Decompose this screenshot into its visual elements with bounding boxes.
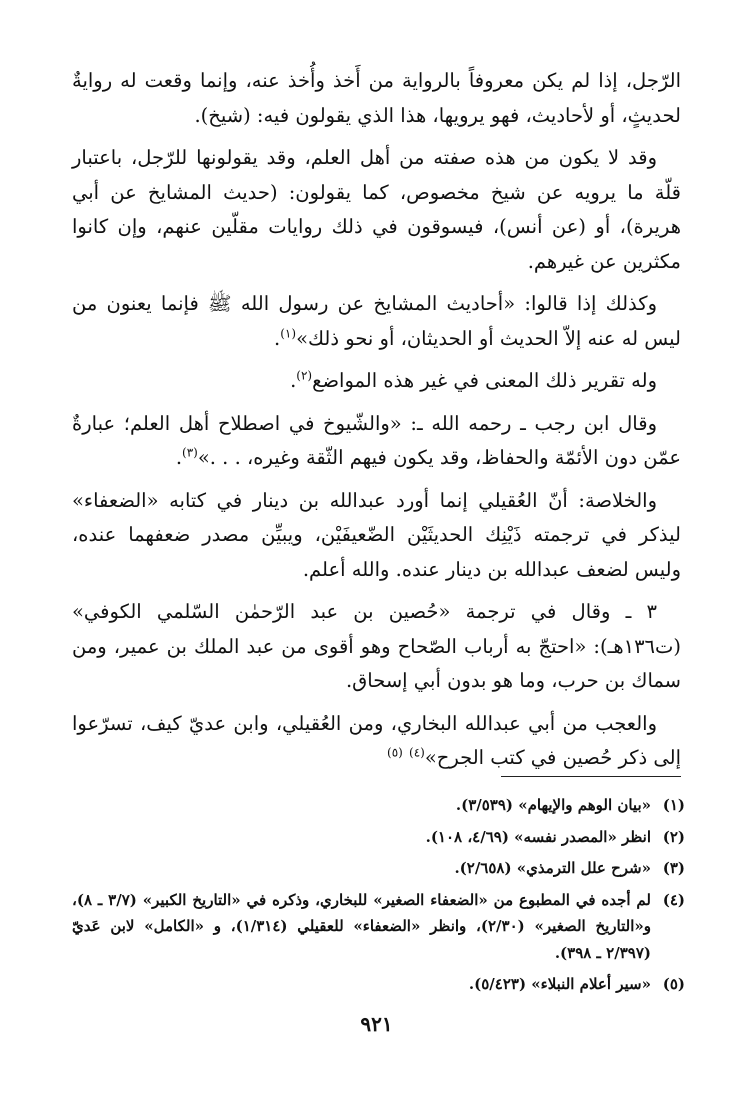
footnote-text: انظر «المصدر نفسه» (٤/٦٩، ١٠٨). — [425, 827, 651, 846]
footnote-number: (٥) — [662, 975, 685, 993]
footnote-number: (٤) — [662, 890, 685, 909]
footnote-ref-1[interactable]: (١) — [280, 326, 297, 340]
paragraph-6: والخلاصة: أنّ العُقيلي إنما أورد عبدالله بن دينار في كتابه «الضعفاء» ليذكر في ترجمته ذَيْنِك الحديثَيْن الضّعيفَيْن، ويبيِّن مصدر ضعفهما عنده، وليس لضعف عبدالله بن دينار عنده. والله أعلم. — [72, 488, 681, 581]
footnote-4 — [72, 887, 685, 967]
paragraph-1: الرّجل، إذا لم يكن معروفاً بالرواية من أَخذ وأُخذ عنه، وإنما وقعت له روايةٌ لحديثٍ، أو لأحاديث، فهو يرويها، هذا الذي يقولون فيه: (شيخ). — [72, 69, 681, 127]
footnote-2 — [72, 824, 685, 851]
footnote-text: «سير أعلام النبلاء» (٥/٤٢٣). — [468, 975, 651, 993]
footnote-5 — [72, 971, 685, 998]
footnote-number: (٣) — [662, 859, 685, 877]
paragraph-8: والعجب من أبي عبدالله البخاري، ومن العُقيلي، وابن عديّ كيف، تسرّعوا إلى ذكر حُصين في كتب الجرح»$^{(٤)}$ $^{(٥)}$ — [72, 711, 681, 769]
paragraph-7: ٣ ـ وقال في ترجمة «حُصين بن عبد الرّحمٰن السّلمي الكوفي» (ت١٣٦هـ): «احتجّ به أرباب الصّحاح وهو أقوى من عبد الملك بن عمير، ومن سماك بن حرب، وما هو بدون أبي إسحاق. — [72, 600, 681, 692]
paragraph-4: وله تقرير ذلك المعنى في غير هذه المواضع$^{(٢)}$. — [290, 368, 657, 392]
footnote-1 — [72, 792, 685, 819]
paragraph-2: وقد لا يكون من هذه صفته من أهل العلم، وقد يقولونها للرّجل، باعتبار قلّة ما يرويه عن شيخ مخصوص، كما يقولون: (حديث المشايخ عن أبي هريرة)، أو (عن أنس)، فيسوقون في ذلك روايات مقلّين عنهم، وإن كانوا مكثرين عن غيرهم. — [72, 146, 681, 273]
paragraph-5: وقال ابن رجب ـ رحمه الله ـ: «والشّيوخ في اصطلاح أهل العلم؛ عبارةٌ عمّن دون الأئمّة والحفاظ، وقد يكون فيهم الثّقة وغيره، . . .»$^{(٣)}$. — [72, 411, 681, 469]
page-number: ٩٢١ — [360, 1012, 393, 1036]
footnote-number: (١) — [662, 796, 685, 814]
footnote-ref-5[interactable]: (٥) — [387, 745, 403, 760]
footnotes — [72, 792, 685, 1003]
paragraph-3: وكذلك إذا قالوا: «أحاديث المشايخ عن رسول الله ﷺ فإنما يعنون من ليس له عنه إلاّ الحديث أو الحديثان، أو نحو ذلك»$^{(١)}$. — [72, 292, 681, 350]
footnote-number: (٢) — [662, 827, 685, 846]
footnote-text: لم أجده في المطبوع من «الضعفاء الصغير» للبخاري، وذكره في «التاريخ الكبير» (٣/٧ ـ ٨)، و«التاريخ الصغير» (٢/٣٠)، وانظر «الضعفاء» للعقيلي (١/٣١٤)، و «الكامل» لابن عَديّ (٢/٣٩٧ ـ ٣٩٨). — [72, 890, 651, 962]
footnote-3 — [72, 855, 685, 882]
footnote-ref-3[interactable]: (٣) — [182, 445, 198, 460]
footnote-text: «شرح علل الترمذي» (٢/٦٥٨). — [454, 859, 651, 877]
footnote-divider — [501, 776, 681, 777]
footnote-ref-4[interactable]: (٤) — [409, 745, 425, 760]
footnote-ref-2[interactable]: (٢) — [296, 368, 313, 383]
main-text — [72, 64, 681, 784]
footnote-text: «بيان الوهم والإيهام» (٣/٥٣٩). — [455, 796, 651, 814]
